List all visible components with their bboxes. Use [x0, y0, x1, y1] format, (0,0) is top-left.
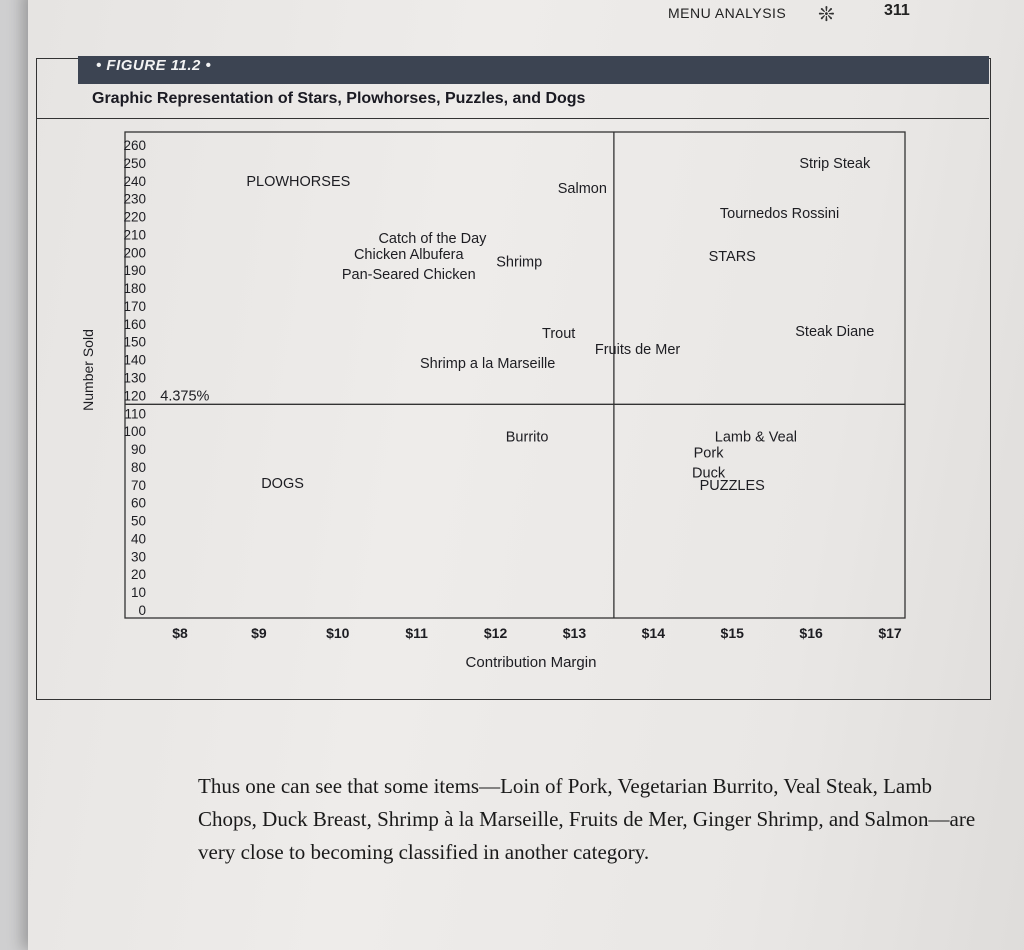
y-tick-label: 100 [123, 424, 146, 440]
y-tick-label: 150 [123, 334, 146, 350]
y-tick-label: 130 [123, 370, 146, 386]
y-tick-label: 50 [130, 513, 146, 529]
x-tick-label: $11 [405, 625, 428, 641]
body-paragraph [198, 770, 988, 869]
menu-item-label: Duck [692, 465, 726, 482]
y-tick-label: 0 [138, 603, 146, 618]
y-tick-label: 110 [124, 406, 146, 422]
y-tick-label: 190 [123, 263, 146, 279]
x-tick-label: $10 [326, 625, 350, 641]
menu-item-label: Trout [542, 325, 576, 342]
y-tick-label: 20 [130, 567, 146, 583]
y-tick-label: 80 [130, 459, 146, 475]
figure-label: • FIGURE 11.2 • [96, 57, 212, 74]
menu-item-label: Catch of the Day [378, 231, 487, 247]
y-tick-label: 60 [130, 495, 146, 511]
y-tick-label: 240 [123, 173, 146, 189]
quadrant-label-plowhorses: PLOWHORSES [246, 173, 351, 190]
page-number: 311 [884, 2, 910, 19]
x-tick-label: $12 [483, 625, 508, 641]
y-tick-label: 250 [123, 155, 146, 171]
x-tick-label: $8 [172, 625, 188, 641]
x-tick-label: $14 [641, 625, 666, 641]
snowflake-icon: ❊ [818, 4, 835, 26]
quadrant-label-dogs: DOGS [261, 476, 304, 493]
menu-item-label: Shrimp [496, 254, 543, 271]
x-tick-label: $16 [799, 625, 823, 641]
menu-item-label: Fruits de Mer [594, 341, 681, 358]
x-tick-label: $15 [720, 625, 744, 641]
y-tick-label: 160 [123, 316, 146, 332]
body-text: Thus one can see that some items—Loin of Pork, Vegetarian Burrito, Veal Steak, Lamb Chops, Duck Breast, Shrimp à la Marseille, Fruits de Mer, Ginger Shrimp, and Salmon—are very close to becoming classified in another category. [198, 774, 976, 864]
y-tick-label: 200 [123, 245, 146, 261]
menu-item-label: Tournedos Rossini [719, 205, 840, 222]
menu-item-label: Salmon [557, 180, 607, 197]
quadrant-label-puzzles: PUZZLES [699, 477, 765, 494]
menu-item-label: Chicken Albufera [353, 247, 464, 264]
menu-item-label: Lamb & Veal [714, 429, 798, 446]
running-head-title: MENU ANALYSIS [668, 5, 787, 21]
y-tick-label: 30 [130, 549, 146, 565]
x-tick-label: $9 [251, 625, 267, 641]
menu-item-label: Strip Steak [799, 155, 871, 172]
threshold-annotation: 4.375% [160, 388, 210, 405]
y-tick-label: 230 [123, 191, 146, 207]
y-tick-label: 40 [130, 531, 146, 547]
x-tick-label: $13 [562, 625, 587, 641]
y-tick-label: 180 [123, 281, 146, 297]
plot-area [125, 132, 905, 618]
y-tick-label: 10 [130, 585, 146, 601]
y-tick-label: 220 [123, 209, 146, 225]
y-axis-title: Number Sold [80, 329, 96, 411]
y-tick-label: 140 [123, 352, 146, 368]
y-tick-label: 90 [130, 442, 146, 458]
y-tick-label: 260 [123, 138, 146, 153]
y-tick-label: 70 [130, 477, 146, 493]
x-tick-label: $17 [878, 625, 902, 641]
y-tick-label: 210 [123, 227, 146, 243]
menu-item-label: Pork [693, 445, 724, 462]
quadrant-label-stars: STARS [708, 248, 756, 265]
figure-title: Graphic Representation of Stars, Plowhorses, Puzzles, and Dogs [92, 90, 586, 107]
menu-item-label: Shrimp a la Marseille [419, 356, 556, 373]
menu-item-label: Burrito [505, 429, 549, 446]
menu-item-label: Pan-Seared Chicken [341, 266, 476, 283]
y-tick-label: 120 [123, 388, 146, 404]
x-axis-title: Contribution Margin [465, 654, 597, 671]
menu-item-label: Steak Diane [795, 324, 875, 340]
y-tick-label: 170 [123, 298, 146, 314]
